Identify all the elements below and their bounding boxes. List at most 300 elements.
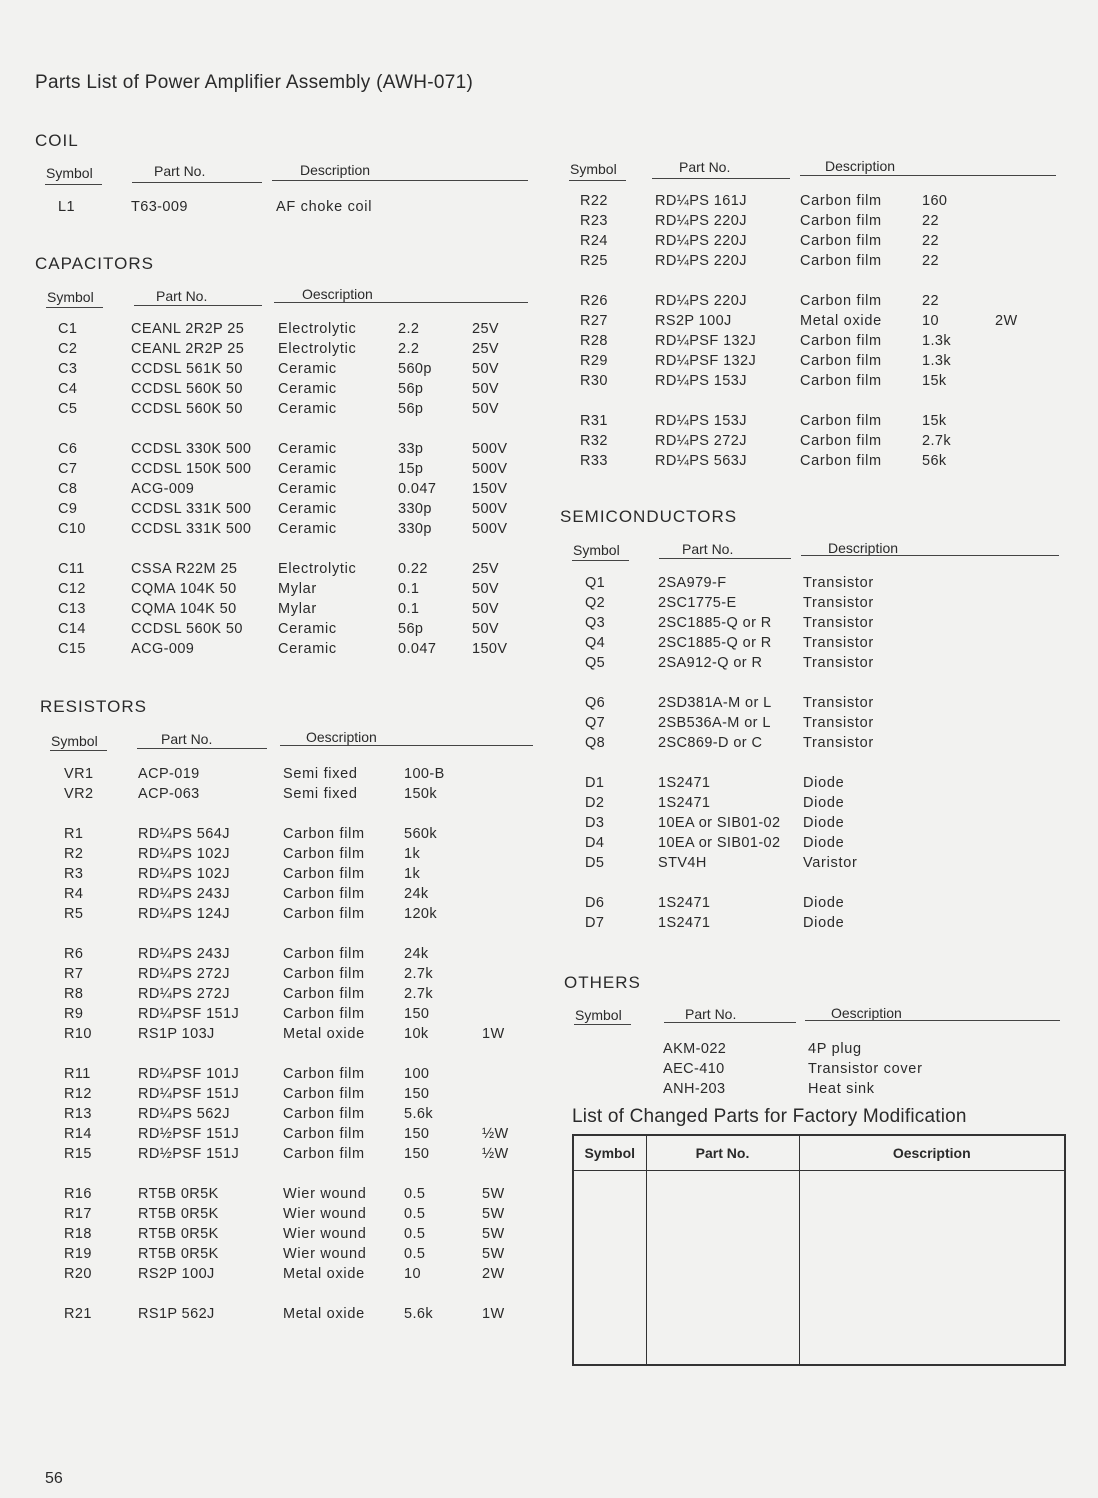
oth-col-part: Part No. — [685, 1006, 737, 1022]
cell-sym: R25 — [580, 253, 608, 269]
cell-part: RD¼PS 102J — [138, 866, 230, 882]
cell-desc: Transistor — [803, 715, 874, 731]
capacitors-heading: CAPACITORS — [35, 254, 154, 273]
page-title: Parts List of Power Amplifier Assembly (AWH-071) — [35, 72, 474, 93]
cell-sym: D6 — [585, 895, 605, 911]
cell-desc: Electrolytic — [278, 321, 357, 337]
cell-sym: VR1 — [64, 766, 94, 782]
cell-rat: 500V — [472, 461, 508, 477]
res-col-symbol: Symbol — [51, 733, 98, 749]
cell-sym: C9 — [58, 501, 78, 517]
cell-part: CCDSL 560K 50 — [131, 381, 243, 397]
cap-col-symbol: Symbol — [47, 289, 94, 305]
cell-desc: Carbon film — [283, 846, 365, 862]
cell-sym: R1 — [64, 826, 84, 842]
cell-val: 10k — [404, 1026, 429, 1042]
cell-desc: Diode — [803, 915, 845, 931]
semi-col-symbol: Symbol — [573, 542, 620, 558]
cell-sym: R5 — [64, 906, 84, 922]
cell-part: RT5B 0R5K — [138, 1246, 219, 1262]
cell-sym: C15 — [58, 641, 86, 657]
cell-part: RD¼PS 153J — [655, 373, 747, 389]
cell-desc: Transistor — [803, 655, 874, 671]
cell-sym: C1 — [58, 321, 78, 337]
coil-heading: COIL — [35, 131, 79, 150]
cell-val: 22 — [922, 233, 939, 249]
cell-rat: 5W — [482, 1206, 505, 1222]
cell-rat: 5W — [482, 1246, 505, 1262]
cell-sym: D4 — [585, 835, 605, 851]
cell-desc: Mylar — [278, 581, 317, 597]
mod-cell — [799, 1171, 1065, 1366]
cell-desc: Ceramic — [278, 521, 337, 537]
cell-desc: Transistor — [803, 575, 874, 591]
cell-val: 24k — [404, 946, 429, 962]
semi-rule — [572, 560, 629, 561]
cell-sym: R4 — [64, 886, 84, 902]
res-rule — [137, 748, 267, 749]
cell-sym: R21 — [64, 1306, 92, 1322]
cell-part: 2SD381A-M or L — [658, 695, 772, 711]
cell-sym: Q3 — [585, 615, 606, 631]
cell-part: RD¼PS 563J — [655, 453, 747, 469]
cell-sym: R19 — [64, 1246, 92, 1262]
cell-part: RD¼PSF 132J — [655, 353, 757, 369]
cell-sym: C3 — [58, 361, 78, 377]
cell-part: RD¼PS 564J — [138, 826, 230, 842]
res2-col-symbol: Symbol — [570, 161, 617, 177]
cell-desc: Metal oxide — [283, 1026, 365, 1042]
cell-sym: R18 — [64, 1226, 92, 1242]
coil-col-symbol: Symbol — [46, 165, 93, 181]
cell-rat: 50V — [472, 381, 499, 397]
cell-val: 2.7k — [404, 966, 434, 982]
oth-col-desc: Oescription — [831, 1005, 902, 1021]
cell-desc: Transistor — [803, 695, 874, 711]
cell-sym: R3 — [64, 866, 84, 882]
cell-rat: 5W — [482, 1186, 505, 1202]
cell-part: ACP-019 — [138, 766, 200, 782]
cell-part: RD½PSF 151J — [138, 1126, 240, 1142]
oth-rule — [805, 1020, 1060, 1021]
cell-sym: C4 — [58, 381, 78, 397]
cell-val: 5.6k — [404, 1306, 434, 1322]
coil-rule — [272, 180, 528, 181]
cell-sym: L1 — [58, 199, 75, 215]
cell-sym: C11 — [58, 561, 85, 577]
cell-val: 1.3k — [922, 333, 952, 349]
cell-val: 0.1 — [398, 581, 420, 597]
cell-sym: C13 — [58, 601, 86, 617]
cell-part: 1S2471 — [658, 795, 711, 811]
cell-sym: R17 — [64, 1206, 92, 1222]
res2-col-part: Part No. — [679, 159, 731, 175]
cell-val: 100 — [404, 1066, 430, 1082]
cell-desc: Carbon film — [800, 213, 882, 229]
cell-desc: Carbon film — [283, 1086, 365, 1102]
resistors-heading: RESISTORS — [40, 697, 147, 716]
cell-val: 22 — [922, 253, 939, 269]
cell-desc: Ceramic — [278, 361, 337, 377]
cell-part: RD¼PSF 151J — [138, 1006, 240, 1022]
cell-sym: Q7 — [585, 715, 606, 731]
cell-desc: Carbon film — [800, 373, 882, 389]
cell-desc: Electrolytic — [278, 561, 357, 577]
cell-val: 0.5 — [404, 1246, 426, 1262]
cell-sym: R33 — [580, 453, 608, 469]
cell-rat: 25V — [472, 561, 499, 577]
cell-part: 2SB536A-M or L — [658, 715, 771, 731]
cell-val: 2.7k — [922, 433, 952, 449]
cell-part: CCDSL 331K 500 — [131, 521, 252, 537]
cell-val: 15k — [922, 413, 947, 429]
cell-sym: VR2 — [64, 786, 94, 802]
cell-sym: R23 — [580, 213, 608, 229]
cell-sym: Q2 — [585, 595, 606, 611]
cell-val: 0.1 — [398, 601, 420, 617]
cell-desc: Wier wound — [283, 1206, 367, 1222]
cell-rat: 50V — [472, 601, 499, 617]
cell-desc: Carbon film — [283, 826, 365, 842]
res-rule — [280, 745, 533, 746]
cell-desc: Carbon film — [800, 253, 882, 269]
cell-part: ACG-009 — [131, 481, 195, 497]
cell-desc: Carbon film — [283, 866, 365, 882]
cell-part: ACP-063 — [138, 786, 200, 802]
cell-desc: Semi fixed — [283, 786, 358, 802]
cell-part: RD¼PS 102J — [138, 846, 230, 862]
semi-col-desc: Description — [828, 540, 899, 556]
others-heading: OTHERS — [564, 973, 641, 992]
cell-val: 1k — [404, 866, 421, 882]
cell-part: CCDSL 150K 500 — [131, 461, 252, 477]
cell-part: RS1P 103J — [138, 1026, 215, 1042]
cell-desc: Wier wound — [283, 1226, 367, 1242]
cell-desc: Ceramic — [278, 481, 337, 497]
cell-desc: Metal oxide — [283, 1306, 365, 1322]
cell-sym: D2 — [585, 795, 605, 811]
cell-desc: Ceramic — [278, 401, 337, 417]
cell-sym: R29 — [580, 353, 608, 369]
cell-part: 2SA912-Q or R — [658, 655, 763, 671]
cell-part: RT5B 0R5K — [138, 1206, 219, 1222]
cell-part: CEANL 2R2P 25 — [131, 341, 245, 357]
cell-val: 2.7k — [404, 986, 434, 1002]
cell-rat: 500V — [472, 521, 508, 537]
cell-sym: R8 — [64, 986, 84, 1002]
cell-part: ANH-203 — [663, 1081, 726, 1097]
cell-sym: R14 — [64, 1126, 92, 1142]
cell-sym: R31 — [580, 413, 608, 429]
cell-desc: Diode — [803, 895, 845, 911]
cell-part: 10EA or SIB01-02 — [658, 815, 781, 831]
cell-sym: Q8 — [585, 735, 606, 751]
cell-desc: Carbon film — [800, 433, 882, 449]
cell-desc: Transistor — [803, 735, 874, 751]
cell-sym: R13 — [64, 1106, 92, 1122]
semi-rule — [801, 555, 1059, 556]
cell-desc: Ceramic — [278, 381, 337, 397]
cell-val: 560k — [404, 826, 438, 842]
cell-sym: R16 — [64, 1186, 92, 1202]
semiconductors-heading: SEMICONDUCTORS — [560, 507, 738, 526]
cell-part: CCDSL 560K 50 — [131, 401, 243, 417]
cell-desc: Diode — [803, 775, 845, 791]
cell-rat: 50V — [472, 361, 499, 377]
cell-part: 2SC1885-Q or R — [658, 635, 772, 651]
cap-rule — [134, 305, 262, 306]
cell-part: RD¼PSF 151J — [138, 1086, 240, 1102]
cell-desc: Carbon film — [800, 453, 882, 469]
cell-part: RD¼PS 153J — [655, 413, 747, 429]
cell-part: CCDSL 330K 500 — [131, 441, 252, 457]
cell-sym: R22 — [580, 193, 608, 209]
cell-desc: Mylar — [278, 601, 317, 617]
cell-rat: 50V — [472, 401, 499, 417]
cell-desc: Carbon film — [283, 946, 365, 962]
cell-rat: 1W — [482, 1306, 505, 1322]
cell-sym: D5 — [585, 855, 605, 871]
cell-rat: ½W — [482, 1126, 509, 1142]
cell-sym: R30 — [580, 373, 608, 389]
cell-desc: Carbon film — [283, 1126, 365, 1142]
cell-part: CQMA 104K 50 — [131, 581, 237, 597]
cell-val: 330p — [398, 501, 432, 517]
cell-part: CCDSL 561K 50 — [131, 361, 243, 377]
cell-val: 0.047 — [398, 481, 437, 497]
cell-sym: R10 — [64, 1026, 92, 1042]
coil-col-desc: Description — [300, 162, 371, 178]
cell-val: 56k — [922, 453, 947, 469]
cell-desc: 4P plug — [808, 1041, 862, 1057]
cell-val: 2.2 — [398, 341, 420, 357]
cell-part: RD¼PSF 132J — [655, 333, 757, 349]
cell-sym: C8 — [58, 481, 78, 497]
mod-col-desc: Oescription — [799, 1135, 1065, 1171]
cell-val: 15k — [922, 373, 947, 389]
cell-val: 0.047 — [398, 641, 437, 657]
cell-sym: R2 — [64, 846, 84, 862]
mod-col-symbol: Symbol — [573, 1135, 646, 1171]
res-col-part: Part No. — [161, 731, 213, 747]
semi-rule — [659, 558, 791, 559]
cell-part: RD¼PS 243J — [138, 946, 230, 962]
cell-val: 5.6k — [404, 1106, 434, 1122]
cell-val: 1.3k — [922, 353, 952, 369]
cell-part: CCDSL 331K 500 — [131, 501, 252, 517]
cell-part: RD¼PS 272J — [138, 986, 230, 1002]
cell-sym: R27 — [580, 313, 608, 329]
cell-val: 10 — [922, 313, 939, 329]
cell-desc: Transistor — [803, 595, 874, 611]
cell-sym: R15 — [64, 1146, 92, 1162]
cell-desc: Carbon film — [283, 906, 365, 922]
oth-rule — [664, 1022, 796, 1023]
cell-val: 33p — [398, 441, 424, 457]
cell-rat: 5W — [482, 1226, 505, 1242]
cell-sym: R32 — [580, 433, 608, 449]
cell-sym: R20 — [64, 1266, 92, 1282]
cell-desc: Diode — [803, 815, 845, 831]
cell-val: 1k — [404, 846, 421, 862]
res-col-desc: Oescription — [306, 729, 377, 745]
cell-part: CSSA R22M 25 — [131, 561, 238, 577]
cell-val: 0.5 — [404, 1206, 426, 1222]
cell-sym: C2 — [58, 341, 78, 357]
cell-val: 0.5 — [404, 1226, 426, 1242]
cap-col-desc: Oescription — [302, 286, 373, 302]
modifications-table — [572, 1134, 1066, 1366]
cap-rule — [46, 307, 103, 308]
cell-part: RD¼PS 220J — [655, 253, 747, 269]
mod-cell — [646, 1171, 799, 1366]
cell-desc: Wier wound — [283, 1186, 367, 1202]
cell-desc: Carbon film — [800, 353, 882, 369]
cell-val: 150 — [404, 1086, 430, 1102]
cell-sym: Q4 — [585, 635, 606, 651]
cell-desc: Ceramic — [278, 501, 337, 517]
cell-desc: Wier wound — [283, 1246, 367, 1262]
cell-desc: Carbon film — [283, 986, 365, 1002]
res2-col-desc: Description — [825, 158, 896, 174]
cap-rule — [274, 302, 528, 303]
cell-sym: R12 — [64, 1086, 92, 1102]
modifications-title: List of Changed Parts for Factory Modification — [572, 1106, 967, 1127]
cell-part: 2SA979-F — [658, 575, 727, 591]
cell-rat: 2W — [482, 1266, 505, 1282]
cell-desc: Transistor — [803, 615, 874, 631]
cell-sym: D3 — [585, 815, 605, 831]
cell-part: 2SC1885-Q or R — [658, 615, 772, 631]
cell-part: CEANL 2R2P 25 — [131, 321, 245, 337]
cell-rat: ½W — [482, 1146, 509, 1162]
cell-part: RT5B 0R5K — [138, 1186, 219, 1202]
res2-rule — [800, 175, 1056, 176]
cell-val: 24k — [404, 886, 429, 902]
cell-desc: Carbon film — [283, 886, 365, 902]
cell-rat: 150V — [472, 481, 508, 497]
cell-sym: R9 — [64, 1006, 84, 1022]
cell-part: RD¼PS 161J — [655, 193, 747, 209]
cell-part: RS2P 100J — [655, 313, 732, 329]
cell-sym: C7 — [58, 461, 78, 477]
coil-rule — [132, 182, 262, 183]
cell-sym: R11 — [64, 1066, 91, 1082]
cell-rat: 50V — [472, 581, 499, 597]
cell-part: 10EA or SIB01-02 — [658, 835, 781, 851]
cell-val: 15p — [398, 461, 424, 477]
oth-rule — [574, 1024, 631, 1025]
res2-rule — [569, 180, 626, 181]
cell-desc: Varistor — [803, 855, 858, 871]
cell-sym: D7 — [585, 915, 605, 931]
cell-part: RT5B 0R5K — [138, 1226, 219, 1242]
cell-desc: Ceramic — [278, 621, 337, 637]
res2-rule — [652, 178, 790, 179]
cell-rat: 25V — [472, 321, 499, 337]
cell-val: 120k — [404, 906, 438, 922]
cell-sym: C5 — [58, 401, 78, 417]
cell-part: RD¼PSF 101J — [138, 1066, 240, 1082]
cell-val: 10 — [404, 1266, 421, 1282]
cell-sym: Q6 — [585, 695, 606, 711]
cell-desc: Carbon film — [800, 233, 882, 249]
cell-part: RD¼PS 220J — [655, 293, 747, 309]
cell-part: AEC-410 — [663, 1061, 725, 1077]
cell-val: 150 — [404, 1126, 430, 1142]
cell-rat: 500V — [472, 501, 508, 517]
cell-sym: R26 — [580, 293, 608, 309]
cell-desc: Carbon film — [800, 333, 882, 349]
cell-desc: Electrolytic — [278, 341, 357, 357]
cell-part: 1S2471 — [658, 895, 711, 911]
cell-desc: Transistor cover — [808, 1061, 923, 1077]
coil-rule — [45, 184, 102, 185]
semi-col-part: Part No. — [682, 541, 734, 557]
cell-desc: Heat sink — [808, 1081, 875, 1097]
cell-sym: R6 — [64, 946, 84, 962]
cell-part: RD¼PS 272J — [655, 433, 747, 449]
cell-val: 160 — [922, 193, 948, 209]
cell-val: 150k — [404, 786, 438, 802]
cell-part: RD¼PS 243J — [138, 886, 230, 902]
cell-part: 2SC869-D or C — [658, 735, 763, 751]
cell-sym: R24 — [580, 233, 608, 249]
cap-col-part: Part No. — [156, 288, 208, 304]
cell-val: 150 — [404, 1146, 430, 1162]
cell-sym: Q5 — [585, 655, 606, 671]
cell-part: RD¼PS 220J — [655, 233, 747, 249]
cell-val: 100-B — [404, 766, 445, 782]
cell-part: ACG-009 — [131, 641, 195, 657]
mod-col-part: Part No. — [646, 1135, 799, 1171]
cell-sym: C6 — [58, 441, 78, 457]
cell-desc: Carbon film — [283, 1006, 365, 1022]
cell-desc: Ceramic — [278, 461, 337, 477]
cell-part: CCDSL 560K 50 — [131, 621, 243, 637]
cell-sym: C14 — [58, 621, 86, 637]
res-rule — [50, 750, 107, 751]
cell-rat: 150V — [472, 641, 508, 657]
cell-part: CQMA 104K 50 — [131, 601, 237, 617]
cell-val: 0.5 — [404, 1186, 426, 1202]
oth-col-symbol: Symbol — [575, 1007, 622, 1023]
cell-val: 56p — [398, 401, 424, 417]
cell-desc: Carbon film — [283, 1146, 365, 1162]
cell-val: 150 — [404, 1006, 430, 1022]
cell-val: 22 — [922, 293, 939, 309]
cell-val: 330p — [398, 521, 432, 537]
cell-val: 560p — [398, 361, 432, 377]
cell-part: STV4H — [658, 855, 707, 871]
cell-desc: Ceramic — [278, 441, 337, 457]
cell-part: 1S2471 — [658, 775, 711, 791]
cell-sym: C10 — [58, 521, 86, 537]
cell-part: RS2P 100J — [138, 1266, 215, 1282]
cell-desc: Carbon film — [283, 1106, 365, 1122]
cell-desc: Carbon film — [283, 1066, 365, 1082]
cell-rat: 500V — [472, 441, 508, 457]
cell-val: 0.22 — [398, 561, 428, 577]
mod-cell — [573, 1171, 646, 1366]
cell-desc: Metal oxide — [283, 1266, 365, 1282]
cell-desc: Diode — [803, 835, 845, 851]
cell-sym: R7 — [64, 966, 84, 982]
cell-part: RD¼PS 272J — [138, 966, 230, 982]
cell-desc: Carbon film — [800, 413, 882, 429]
cell-desc: Metal oxide — [800, 313, 882, 329]
cell-val: 22 — [922, 213, 939, 229]
